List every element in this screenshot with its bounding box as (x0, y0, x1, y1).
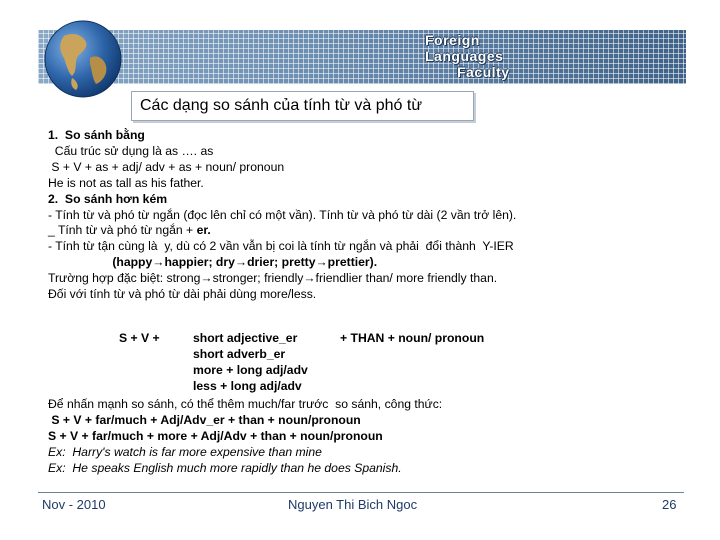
faculty-line-3: Faculty (457, 64, 510, 80)
header-banner (38, 30, 686, 84)
formula-option: less + long adj/adv (193, 378, 302, 393)
body-line (48, 223, 678, 239)
emphasis-section (48, 397, 688, 477)
body-text: _ Tính từ và phó từ ngắn + (48, 223, 197, 238)
formula-option: short adverb_er (193, 346, 286, 361)
body-line: Đối với tính từ và phó từ dài phải dùng more/less. (48, 287, 317, 302)
body-line: - Tính từ và phó từ ngắn (đọc lên chỉ có một vần). Tính từ và phó từ dài (2 vần trở lên). (48, 207, 517, 222)
body-line: (happy→happier; dry→drier; pretty→prettier). (48, 255, 378, 270)
formula-options (193, 331, 308, 395)
page-number: 26 (662, 497, 677, 512)
formula-line: S + V + far/much + more + Adj/Adv + than + noun/pronoun (48, 428, 383, 443)
body-line: Cấu trúc sử dụng là as …. as (48, 143, 214, 158)
formula-subject-verb: S + V + (119, 331, 160, 345)
body-text-bold: er. (196, 223, 211, 238)
formula-option: more + long adj/adv (193, 362, 308, 377)
globe-icon (42, 18, 124, 100)
footer-author: Nguyen Thi Bich Ngoc (288, 497, 418, 512)
faculty-line-1: Foreign (425, 32, 480, 48)
body-line: Trường hợp đặc biệt: strong→stronger; friendly→friendlier than/ more friendly than. (48, 271, 498, 286)
faculty-line-2: Languages (425, 48, 504, 64)
formula-line: S + V + far/much + Adj/Adv_er + than + noun/pronoun (48, 412, 361, 427)
formula-than: + THAN + noun/ pronoun (340, 331, 485, 345)
heading-equal-comparison: 1. So sánh bằng (48, 128, 145, 142)
example-line: Ex: He speaks English much more rapidly than he does Spanish. (48, 460, 402, 475)
faculty-logo-text (425, 32, 535, 80)
body-line: He is not as tall as his father. (48, 175, 204, 190)
heading-comparative: 2. So sánh hơn kém (48, 191, 168, 206)
footer-divider (38, 492, 684, 493)
slide-title: Các dạng so sánh của tính từ và phó từ (131, 91, 474, 121)
body-line: - Tính từ tận cùng là y, dù có 2 vần vẫn bị coi là tính từ ngắn và phải đổi thành Y-IER (48, 239, 514, 254)
example-line: Ex: Harry's watch is far more expensive than mine (48, 444, 322, 459)
body-line: Để nhấn mạnh so sánh, có thể thêm much/far trước so sánh, công thức: (48, 397, 443, 411)
body-line: S + V + as + adj/ adv + as + noun/ pronoun (48, 159, 285, 174)
footer-date: Nov - 2010 (42, 497, 106, 512)
slide-body (48, 128, 678, 303)
formula-option: short adjective_er (193, 331, 298, 345)
